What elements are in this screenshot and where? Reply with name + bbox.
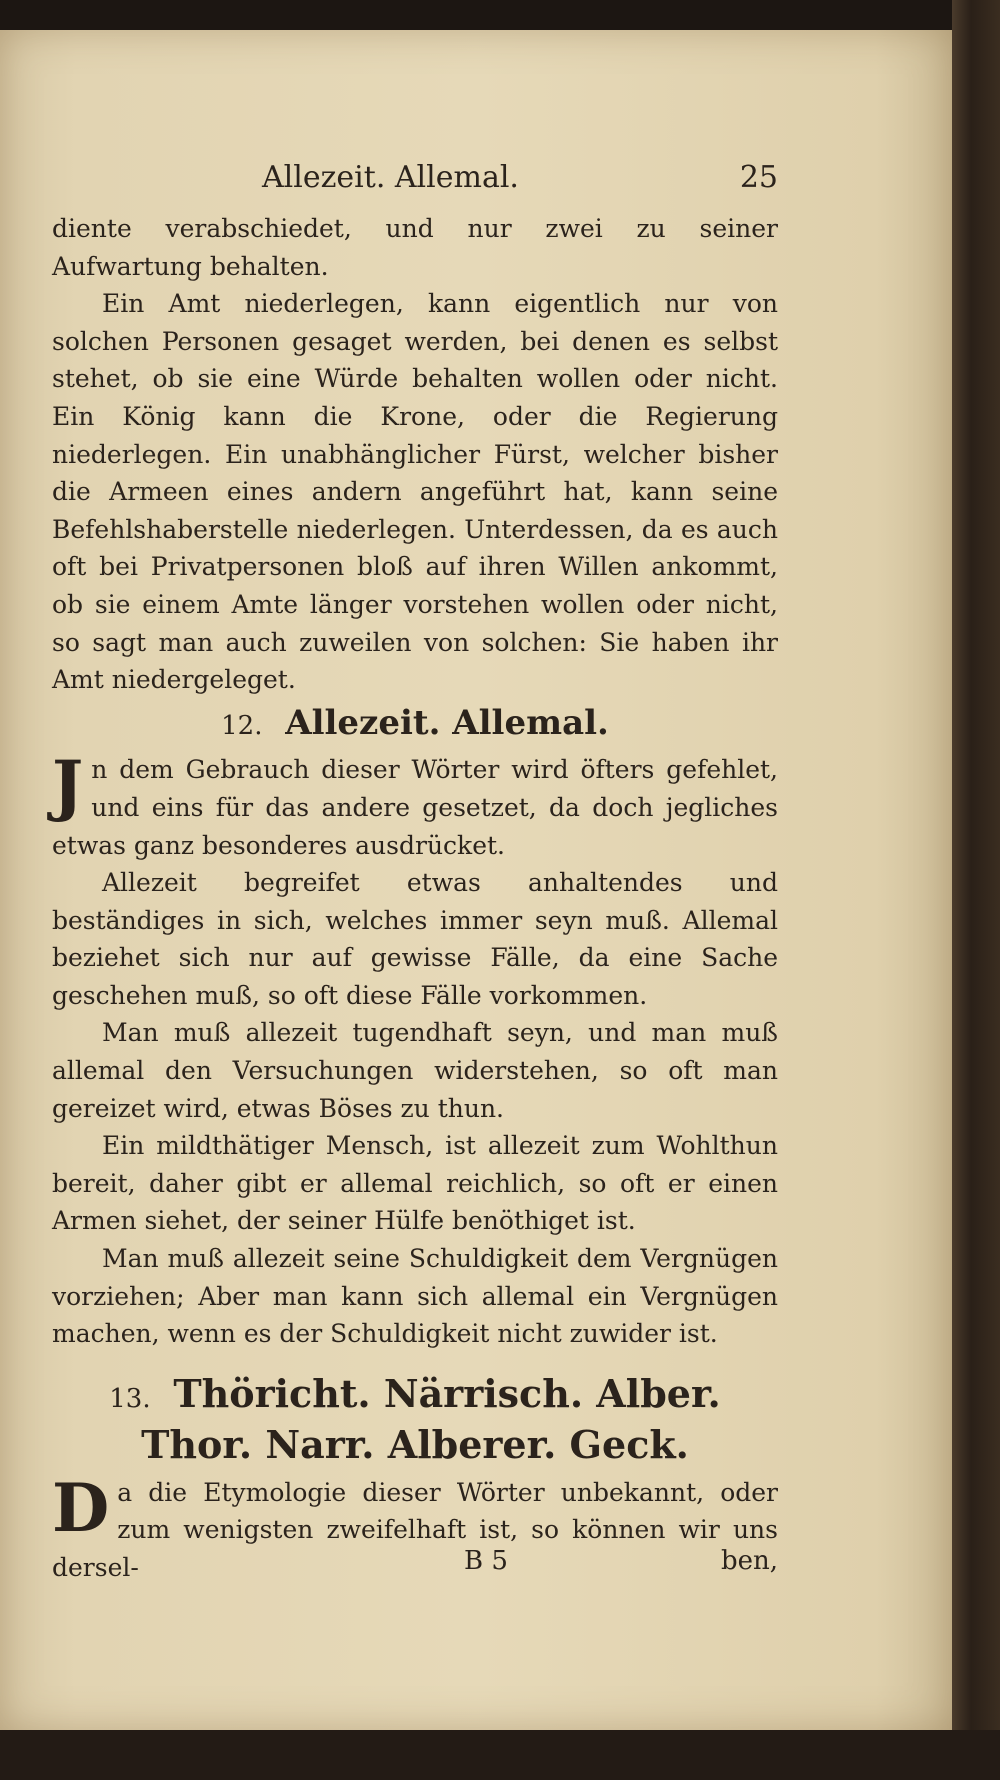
paragraph: Ein Amt niederlegen, kann eigentlich nur von solchen Personen gesaget werden, bei denen es selbst stehet, ob sie eine Würde behalten wollen oder nicht. Ein König kann die Krone, oder die Regierung niederlegen. Ein unabhänglicher Fürst, welcher bisher die Armeen eines andern angeführt hat, kann seine Befehlshaberstelle niederlegen. Unterdessen, da es auch oft bei Privatpersonen bloß auf ihren Willen ankommt, ob sie einem Amte länger vorstehen wollen oder nicht, so sagt man auch zuweilen von solchen: Sie haben ihr Amt niedergeleget. bbox=[52, 289, 778, 695]
paragraph-continuation: diente verabschiedet, und nur zwei zu seiner Aufwartung behalten. bbox=[52, 214, 778, 281]
page-footer bbox=[52, 1546, 778, 1586]
body-text bbox=[52, 210, 778, 1587]
page-edge bbox=[952, 0, 1000, 1780]
paragraph-text: a die Etymologie dieser Wörter unbekannt, oder zum wenigsten zweifelhaft ist, so können wir uns dersel- bbox=[52, 1477, 778, 1582]
paragraph: Man muß allezeit tugendhaft seyn, und man muß allemal den Versuchungen widerstehen, so oft man gereizet wird, etwas Böses zu thun. bbox=[52, 1018, 778, 1123]
running-head bbox=[52, 160, 778, 204]
section-title-line2: Thor. Narr. Alberer. Geck. bbox=[141, 1421, 689, 1467]
section-heading-12 bbox=[52, 702, 778, 746]
paragraph-with-dropcap bbox=[52, 746, 778, 864]
catchword: ben, bbox=[720, 1546, 778, 1576]
section-title: Allezeit. Allemal. bbox=[285, 702, 609, 743]
drop-cap: J bbox=[52, 746, 84, 825]
section-number: 12. bbox=[221, 710, 263, 741]
scan-background bbox=[0, 1730, 1000, 1780]
paragraph: Ein mildthätiger Mensch, ist allezeit zum Wohlthun bereit, daher gibt er allemal reichlich, so oft er einen Armen siehet, der seiner Hülfe benöthiget ist. bbox=[52, 1131, 778, 1236]
section-title-line1: Thöricht. Närrisch. Alber. bbox=[173, 1370, 721, 1416]
section-heading-13 bbox=[52, 1371, 778, 1468]
drop-cap: D bbox=[52, 1468, 110, 1547]
signature-mark: B 5 bbox=[464, 1546, 508, 1576]
page-number: 25 bbox=[739, 160, 778, 195]
paragraph: Man muß allezeit seine Schuldigkeit dem Vergnügen vorziehen; Aber man kann sich allemal ein Vergnügen machen, wenn es der Schuldigkeit nicht zuwider ist. bbox=[52, 1244, 778, 1349]
paragraph: Allezeit begreifet etwas anhaltendes und beständiges in sich, welches immer seyn muß. Allemal beziehet sich nur auf gewisse Fälle, da eine Sache geschehen muß, so oft diese Fälle vorkommen. bbox=[52, 868, 778, 1010]
section-number: 13. bbox=[109, 1383, 151, 1414]
paragraph-text: n dem Gebrauch dieser Wörter wird öfters gefehlet, und eins für das andere gesetzet, da doch jegliches etwas ganz besonderes ausdrücket. bbox=[52, 755, 778, 860]
running-head-title: Allezeit. Allemal. bbox=[262, 160, 519, 195]
